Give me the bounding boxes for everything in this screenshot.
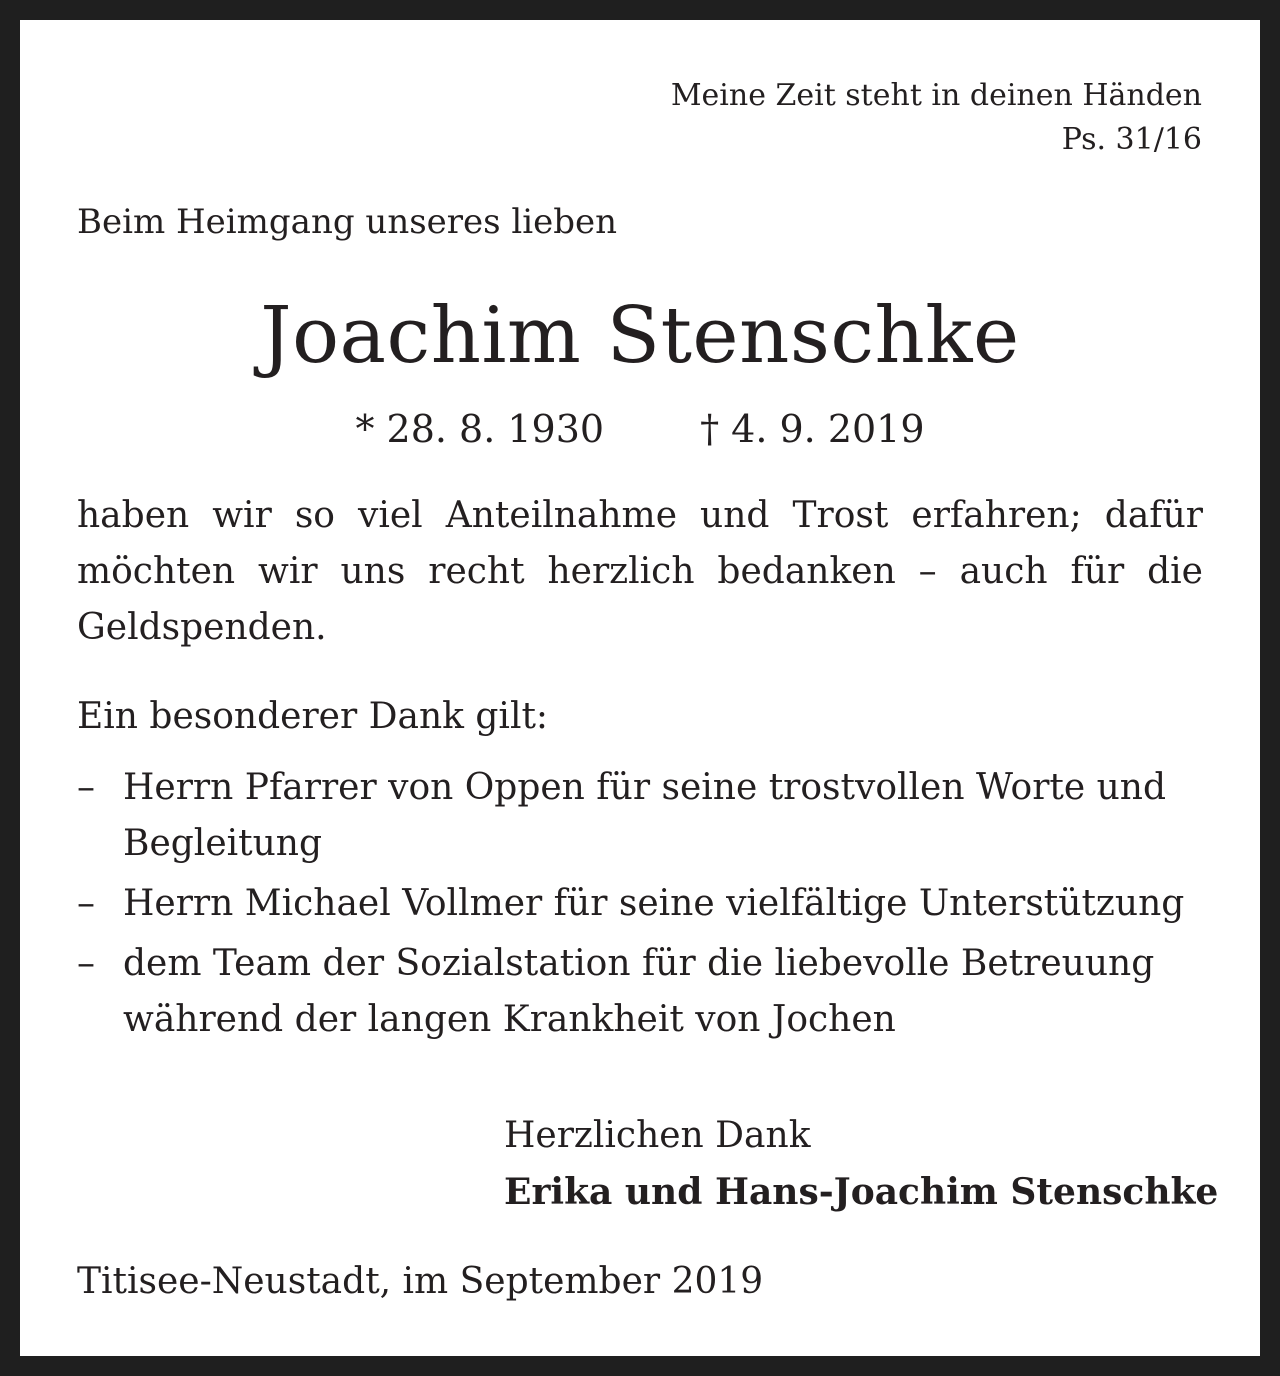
dash-bullet: – — [77, 767, 95, 808]
special-thanks-list — [77, 760, 1227, 1052]
intro-line: Beim Heimgang unseres lieben — [77, 202, 618, 242]
list-item-text: dem Team der Sozialstation für die liebevolle Betreuung während der langen Krankheit von Jochen — [123, 943, 1155, 1040]
bible-verse — [671, 74, 1202, 162]
thanks-paragraph: haben wir so viel Anteilnahme und Trost erfahren; dafür möchten wir uns recht herzlich bedanken – auch für die Geldspenden. — [77, 495, 1203, 648]
closing-greeting: Herzlichen Dank — [504, 1115, 811, 1156]
list-item — [77, 876, 1227, 932]
signers: Erika und Hans-Joachim Stenschke — [504, 1171, 1219, 1213]
verse-reference: Ps. 31/16 — [1061, 122, 1202, 157]
life-dates — [20, 405, 1260, 453]
list-item-text: Herrn Michael Vollmer für seine vielfältige Unterstützung — [123, 883, 1185, 924]
verse-line: Meine Zeit steht in deinen Händen — [670, 78, 1202, 113]
death-date: † 4. 9. 2019 — [700, 407, 925, 451]
place-and-date: Titisee-Neustadt, im September 2019 — [77, 1261, 764, 1302]
deceased-name: Joachim Stenschke — [260, 291, 1020, 381]
dash-bullet: – — [77, 883, 95, 924]
closing-block — [504, 1108, 1218, 1220]
list-item — [77, 760, 1227, 872]
birth-date: * 28. 8. 1930 — [355, 407, 605, 451]
dash-bullet: – — [77, 943, 95, 984]
list-item — [77, 936, 1227, 1048]
list-item-text: Herrn Pfarrer von Oppen für seine trostvollen Worte und Begleitung — [123, 767, 1167, 864]
obituary-notice — [20, 20, 1260, 1356]
special-thanks-heading: Ein besonderer Dank gilt: — [77, 696, 549, 737]
